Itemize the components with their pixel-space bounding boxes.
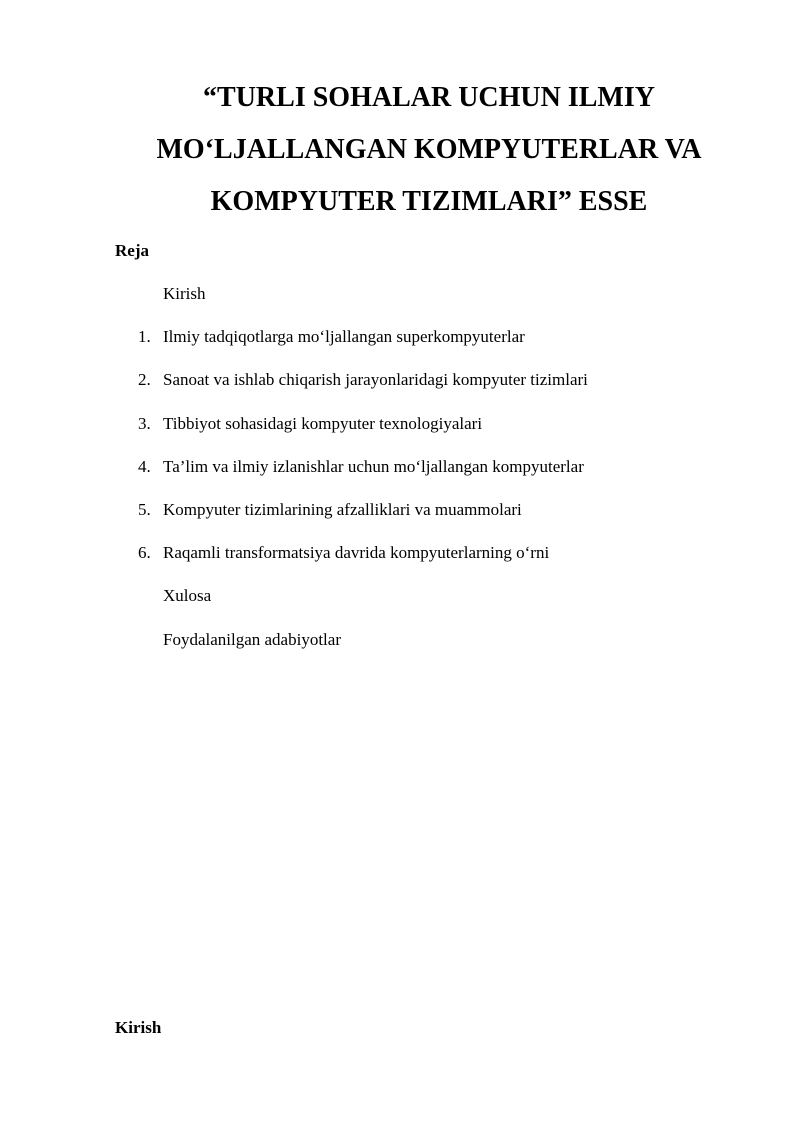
section-heading-intro: Kirish <box>115 1018 162 1037</box>
outline-number: 3. <box>138 413 151 433</box>
outline-text: Ilmiy tadqiqotlarga mo‘ljallangan superkompyuterlar <box>163 327 525 347</box>
outline-text: Kirish <box>163 284 206 303</box>
outline-text: Xulosa <box>163 586 212 606</box>
outline-text: Kompyuter tizimlarining afzalliklari va muammolari <box>163 499 522 519</box>
outline-number: 2. <box>138 370 151 390</box>
title-line: KOMPYUTER TIZIMLARI” ESSE <box>210 186 648 217</box>
outline-number: 6. <box>138 543 151 563</box>
plan-heading: Reja <box>115 241 149 260</box>
outline-text: Ta’lim va ilmiy izlanishlar uchun mo‘ljallangan kompyuterlar <box>163 456 584 476</box>
outline-text: Raqamli transformatsiya davrida kompyuterlarning o‘rni <box>163 543 550 563</box>
outline-number: 5. <box>138 499 151 519</box>
outline-text: Foydalanilgan adabiyotlar <box>163 629 341 649</box>
document-title <box>100 72 758 228</box>
title-line: MO‘LJALLANGAN KOMPYUTERLAR VA <box>156 134 702 165</box>
title-line: “TURLI SOHALAR UCHUN ILMIY <box>203 82 655 113</box>
outline-number: 4. <box>138 456 151 476</box>
outline-text: Tibbiyot sohasidagi kompyuter texnologiyalari <box>163 413 483 433</box>
outline-number: 1. <box>138 327 151 347</box>
outline-text: Sanoat va ishlab chiqarish jarayonlaridagi kompyuter tizimlari <box>163 370 588 390</box>
